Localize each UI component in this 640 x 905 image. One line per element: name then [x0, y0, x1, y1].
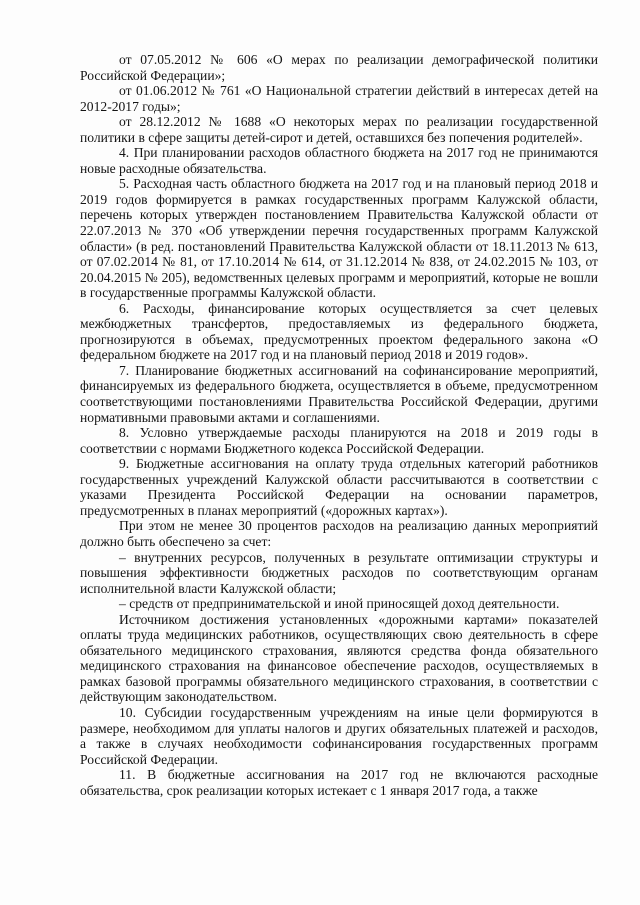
- paragraph-decree-761: от 01.06.2012 № 761 «О Национальной стратегии действий в интересах детей на 2012-2017 годы»;: [80, 83, 598, 114]
- paragraph-item-7: 7. Планирование бюджетных ассигнований на софинансирование мероприятий, финансируемых из федерального бюджета, осуществляется в объеме, предусмотренном соответствующими постановлениями Правительства Российской Федерации, другими нормативными правовыми актами и соглашениями.: [80, 362, 598, 425]
- list-item-internal-resources: – внутренних ресурсов, полученных в результате оптимизации структуры и повышения эффективности бюджетных расходов по соответствующим органам исполнительной власти Калужской области;: [80, 549, 598, 596]
- paragraph-decree-606: от 07.05.2012 № 606 «О мерах по реализации демографической политики Российской Федерации»;: [80, 52, 598, 83]
- paragraph-item-4: 4. При планировании расходов областного бюджета на 2017 год не принимаются новые расходные обязательства.: [80, 145, 598, 176]
- paragraph-item-6: 6. Расходы, финансирование которых осуществляется за счет целевых межбюджетных трансфертов, предоставляемых из федерального бюджета, прогнозируются в объемах, предусмотренных проектом федерального закона «О федеральном бюджете на 2017 год и на плановый период 2018 и 2019 годов».: [80, 300, 598, 363]
- paragraph-item-9: 9. Бюджетные ассигнования на оплату труда отдельных категорий работников государственных учреждений Калужской области рассчитываются в соответствии с указами Президента Российской Федерации на основании параметров, предусмотренных в планах мероприятий («дорожных картах»).: [80, 456, 598, 518]
- paragraph-funding-condition: При этом не менее 30 процентов расходов на реализацию данных мероприятий должно быть обеспечено за счет:: [80, 518, 598, 549]
- paragraph-item-8: 8. Условно утверждаемые расходы планируются на 2018 и 2019 годы в соответствии с нормами Бюджетного кодекса Российской Федерации.: [80, 425, 598, 456]
- paragraph-item-11: 11. В бюджетные ассигнования на 2017 год не включаются расходные обязательства, срок реализации которых истекает с 1 января 2017 года, а также: [80, 767, 598, 798]
- paragraph-item-10: 10. Субсидии государственным учреждениям на иные цели формируются в размере, необходимом для уплаты налогов и других обязательных платежей и расходов, а также в случаях необходимости софинансирования государственных программ Российской Федерации.: [80, 704, 598, 767]
- list-item-business-income: – средств от предпринимательской и иной приносящей доход деятельности.: [119, 596, 560, 612]
- paragraph-item-5: 5. Расходная часть областного бюджета на 2017 год и на плановый период 2018 и 2019 годов формируется в рамках государственных программ Калужской области, перечень которых утвержден постановлением Правительства Калужской области от 22.07.2013 № 370 «Об утверждении перечня государственных программ Калужской области» (в ред. постановлений Правительства Калужской области от 18.11.2013 № 613, от 07.02.2014 № 81, от 17.10.2014 № 614, от 31.12.2014 № 838, от 24.02.2015 № 103, от 20.04.2015 № 205), ведомственных целевых программ и мероприятий, которые не вошли в государственные программы Калужской области.: [80, 176, 598, 301]
- paragraph-decree-1688: от 28.12.2012 № 1688 «О некоторых мерах по реализации государственной политики в сфере защиты детей-сирот и детей, оставшихся без попечения родителей».: [80, 114, 598, 145]
- paragraph-medical-salary-source: Источником достижения установленных «дорожными картами» показателей оплаты труда медицинских работников, осуществляющих свою деятельность в сфере обязательного медицинского страхования, являются средства фонда обязательного медицинского страхования на финансовое обеспечение расходов, осуществляемых в рамках базовой программы обязательного медицинского страхования, в соответствии с действующим законодательством.: [80, 611, 598, 705]
